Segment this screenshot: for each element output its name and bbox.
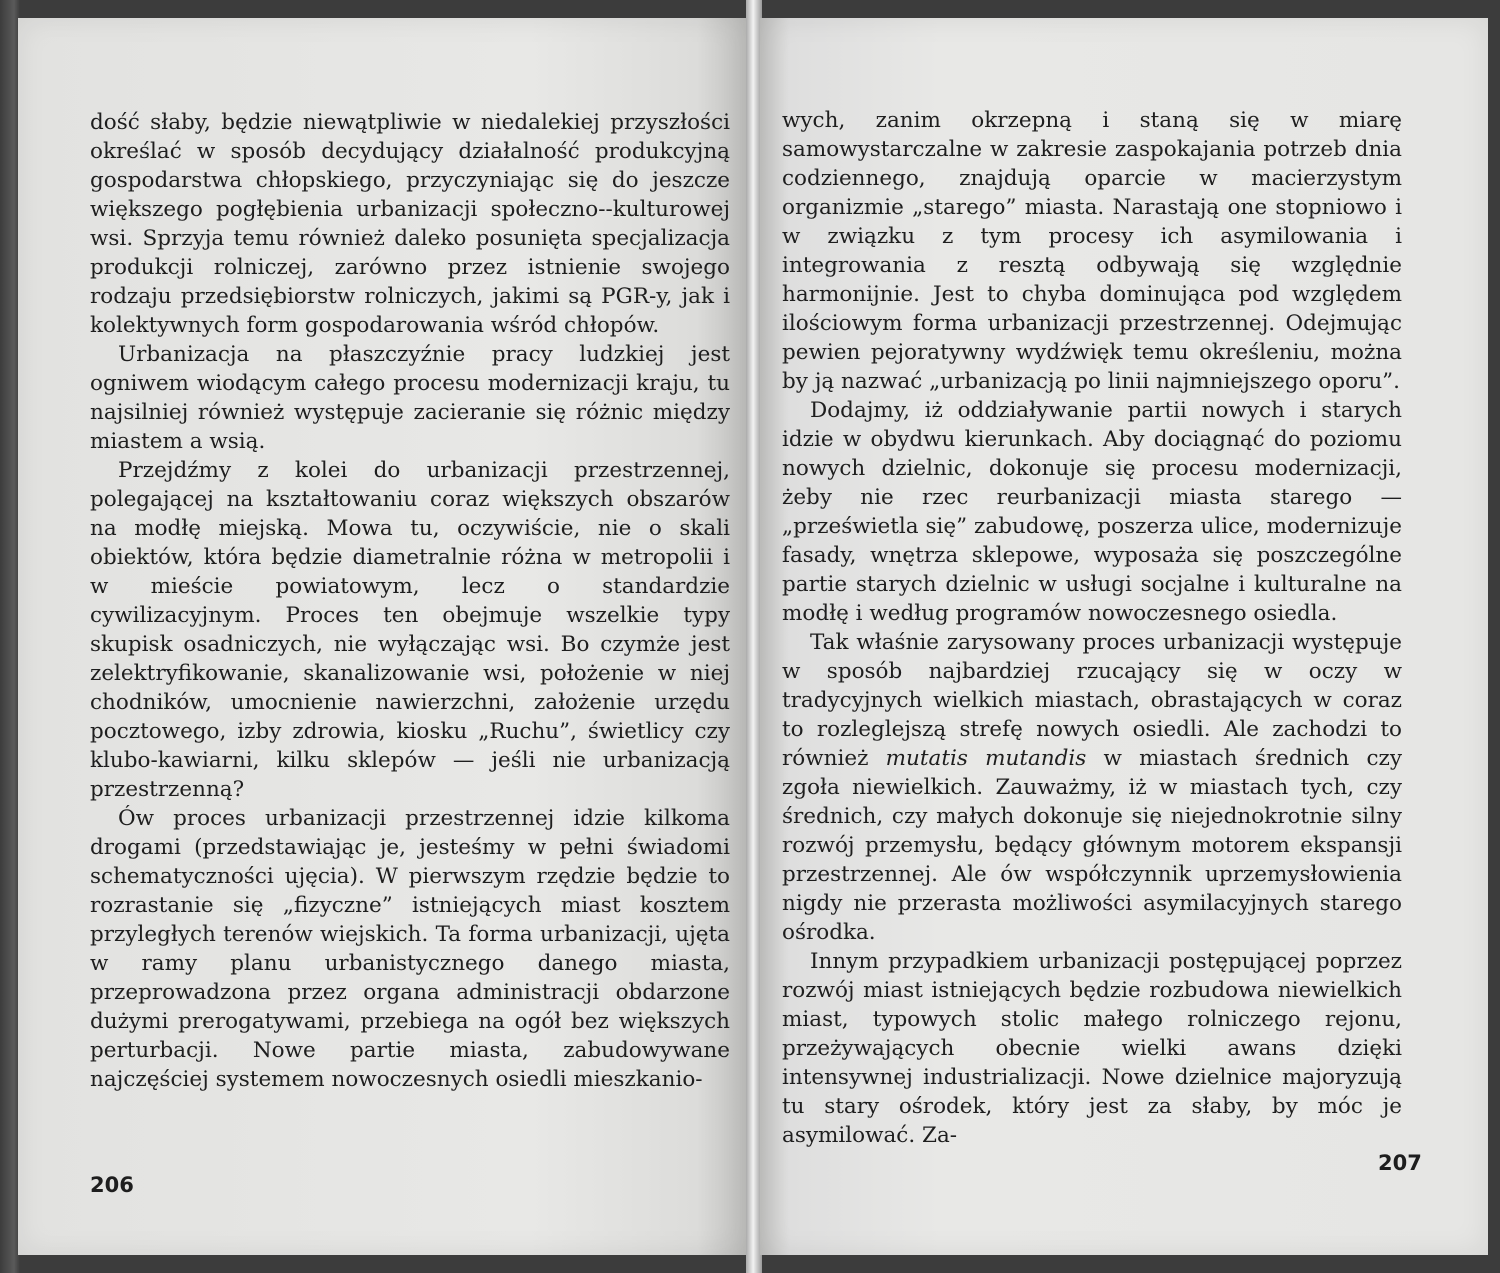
paragraph: Przejdźmy z kolei do urbanizacji przestrzennej, polegającej na kształtowaniu coraz większych obszarów na modłę miejską. Mowa tu, oczywiście, nie o skali obiektów, która będzie diametralnie różna w metropolii i w mieście powiatowym, lecz o standardzie cywilizacyjnym. Proces ten obejmuje wszelkie typy skupisk osadniczych, nie wyłączając wsi. Bo czymże jest zelektryfikowanie, skanalizowanie wsi, położenie w niej chodników, umocnienie nawierzchni, założenie urzędu pocztowego, izby zdrowia, kiosku „Ruchu”, świetlicy czy klubo-kawiarni, kilku sklepów — jeśli nie urbanizacją przestrzenną? <box>90 458 730 802</box>
paragraph <box>782 628 1402 947</box>
latin-phrase: mutatis mutandis <box>885 746 1087 771</box>
paragraph-text: Tak właśnie zarysowany proces urbanizacji występuje w sposób najbardziej rzucający się w oczy w tradycyjnych wielkich miastach, obrastających w coraz to rozleglejszą strefę nowych osiedli. Ale zachodzi to również <box>782 630 1402 771</box>
paragraph: wych, zanim okrzepną i staną się w miarę samowystarczalne w zakresie zaspokajania potrzeb dnia codziennego, znajdują oparcie w macierzystym organizmie „starego” miasta. Narastają one stopniowo i w związku z tym procesy ich asymilowania i integrowania z resztą odbywają się względnie harmonijnie. Jest to chyba dominująca pod względem ilościowym forma urbanizacji przestrzennej. Odejmując pewien pejoratywny wydźwięk temu określeniu, można by ją nazwać „urbanizacją po linii najmniejszego oporu”. <box>782 108 1402 394</box>
right-page <box>760 18 1488 1255</box>
page-number: 206 <box>90 1173 134 1197</box>
paragraph: Urbanizacja na płaszczyźnie pracy ludzkiej jest ogniwem wiodącym całego procesu modernizacji kraju, tu najsilniej również występuje zacieranie się różnic między miastem a wsią. <box>90 342 730 454</box>
paragraph: Ów proces urbanizacji przestrzennej idzie kilkoma drogami (przedstawiając je, jesteśmy w pełni świadomi schematyczności ujęcia). W pierwszym rzędzie będzie to rozrastanie się „fizyczne” istniejących miast kosztem przyległych terenów wiejskich. Ta forma urbanizacji, ujęta w ramy planu urbanistycznego danego miasta, przeprowadzona przez organa administracji obdarzone dużymi prerogatywami, przebiega na ogół bez większych perturbacji. Nowe partie miasta, zabudowywane najczęściej systemem nowoczesnych osiedli mieszkanio- <box>90 806 730 1092</box>
paragraph: dość słaby, będzie niewątpliwie w niedalekiej przyszłości określać w sposób decydujący działalność produkcyjną gospodarstwa chłopskiego, przyczyniając się do jeszcze większego pogłębienia urbanizacji społeczno--kulturowej wsi. Sprzyja temu również daleko posunięta specjalizacja produkcji rolniczej, zarówno przez istnienie swojego rodzaju przedsiębiorstw rolniczych, jakimi są PGR-y, jak i kolektywnych form gospodarowania wśród chłopów. <box>90 110 730 338</box>
left-page-text <box>90 108 730 1094</box>
left-page <box>18 18 748 1255</box>
paragraph: Dodajmy, iż oddziaływanie partii nowych i starych idzie w obydwu kierunkach. Aby dociągnąć do poziomu nowych dzielnic, dokonuje się procesu modernizacji, żeby nie rzec reurbanizacji miasta starego — „prześwietla się” zabudowę, poszerza ulice, modernizuje fasady, wnętrza sklepowe, wyposaża się poszczególne partie starych dzielnic w usługi socjalne i kulturalne na modłę i według programów nowoczesnego osiedla. <box>782 398 1402 626</box>
paragraph-text: w miastach średnich czy zgoła niewielkich. Zauważmy, iż w miastach tych, czy średnich, czy małych dokonuje się niejednokrotnie silny rozwój przemysłu, będący głównym motorem ekspansji przestrzennej. Ale ów współczynnik uprzemysłowienia nigdy nie przerasta możliwości asymilacyjnych starego ośrodka. <box>782 746 1402 945</box>
right-page-text <box>782 106 1402 1150</box>
paragraph: Innym przypadkiem urbanizacji postępującej poprzez rozwój miast istniejących będzie rozbudowa niewielkich miast, typowych stolic małego rolniczego rejonu, przeżywających obecnie wielki awans dzięki intensywnej industrializacji. Nowe dzielnice majoryzują tu stary ośrodek, który jest za słaby, by móc je asymilować. Za- <box>782 949 1402 1148</box>
page-number: 207 <box>1378 1151 1422 1175</box>
